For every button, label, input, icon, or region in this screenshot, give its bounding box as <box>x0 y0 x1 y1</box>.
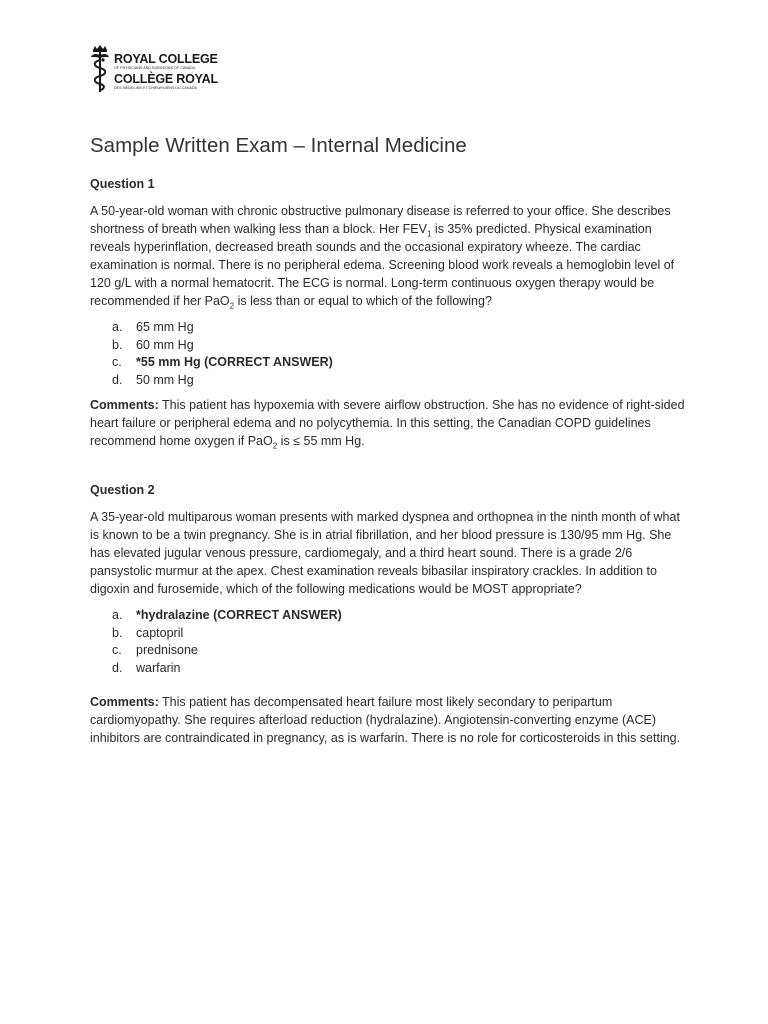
question-1-options <box>90 319 690 389</box>
option-letter: c. <box>112 355 122 369</box>
comments-text-2: is ≤ 55 mm Hg. <box>277 434 365 448</box>
option-item <box>90 642 690 660</box>
comments-text: This patient has decompensated heart failure most likely secondary to peripartum cardiomyopathy. She requires afterload reduction (hydralazine). Angiotensin-converting enzyme (ACE) inhibitors are contraindicated in pregnancy, as is warfarin. There is no role for corticosteroids in this setting. <box>90 695 681 745</box>
comments-label: Comments: <box>90 695 159 709</box>
question-1-heading: Question 1 <box>90 177 155 191</box>
option-text: prednisone <box>136 643 198 657</box>
option-item <box>90 625 690 643</box>
question-1-stem-text-3: is less than or equal to which of the following? <box>234 294 492 308</box>
logo-text-college-royal: COLLÈGE ROYAL <box>114 72 218 87</box>
pao2-subscript: 2 <box>272 441 278 451</box>
option-text-correct-answer: *55 mm Hg (CORRECT ANSWER) <box>136 355 333 369</box>
royal-college-logo <box>90 44 218 94</box>
document-title: Sample Written Exam – Internal Medicine <box>90 134 467 157</box>
question-1-stem-text-1: A 50-year-old woman with chronic obstructive pulmonary disease is referred to your office. She describes shortness of breath when walking less than a block. Her FEV <box>90 204 671 236</box>
option-letter: b. <box>112 625 123 640</box>
fev-subscript: 1 <box>426 229 432 239</box>
option-letter: d. <box>112 660 123 675</box>
question-1-stem <box>90 202 690 310</box>
option-item <box>90 319 690 337</box>
option-text: warfarin <box>136 660 181 675</box>
comments-text-1: This patient has hypoxemia with severe airflow obstruction. She has no evidence of right-sided heart failure or peripheral edema and no polycythemia. In this setting, the Canadian COPD guidelines recommend home oxygen if PaO <box>90 398 685 448</box>
option-item <box>90 372 690 390</box>
option-letter: a. <box>112 608 123 622</box>
option-item-correct <box>90 354 690 372</box>
option-item <box>90 660 690 678</box>
question-2-options <box>90 607 690 677</box>
option-item-correct <box>90 607 690 625</box>
question-1-block <box>90 175 690 450</box>
option-letter: a. <box>112 320 123 334</box>
option-text: captopril <box>136 625 184 640</box>
option-item <box>90 337 690 355</box>
question-2-comments <box>90 693 690 747</box>
option-letter: d. <box>112 372 123 387</box>
option-text: 50 mm Hg <box>136 372 194 387</box>
logo-subtext-french: DES MÉDECINS ET CHIRURGIENS DU CANADA <box>114 85 198 90</box>
comments-label: Comments: <box>90 398 159 412</box>
caduceus-crest-icon <box>90 44 110 94</box>
question-1-comments <box>90 396 690 450</box>
option-text: 60 mm Hg <box>136 337 194 352</box>
logo-subtext-english: OF PHYSICIANS AND SURGEONS OF CANADA <box>114 65 196 70</box>
question-2-heading: Question 2 <box>90 483 155 497</box>
option-letter: b. <box>112 337 123 352</box>
question-1-stem-text-2: is 35% predicted. Physical examination reveals hyperinflation, decreased breath sounds and the occasional expiratory wheeze. The cardiac examination is normal. There is no peripheral edema. Screening blood work reveals a hemoglobin level of 120 g/L with a normal hematocrit. The ECG is normal. Long-term continuous oxygen therapy would be recommended if her PaO <box>90 222 675 308</box>
question-2-stem: A 35-year-old multiparous woman presents with marked dyspnea and orthopnea in the ninth month of what is known to be a twin pregnancy. She is in atrial fibrillation, and her blood pressure is 130/95 mm Hg. She has elevated jugular venous pressure, cardiomegaly, and a third heart sound. There is a grade 2/6 pansystolic murmur at the apex. Chest examination reveals bibasilar inspiratory crackles. In addition to digoxin and furosemide, which of the following medications would be MOST appropriate? <box>90 510 680 596</box>
option-letter: c. <box>112 643 122 657</box>
option-text: 65 mm Hg <box>136 320 194 334</box>
question-2-block <box>90 481 690 747</box>
pao2-subscript: 2 <box>229 301 235 311</box>
option-text-correct-answer: *hydralazine (CORRECT ANSWER) <box>136 608 342 622</box>
logo-text-royal-college: ROYAL COLLEGE <box>114 52 218 66</box>
